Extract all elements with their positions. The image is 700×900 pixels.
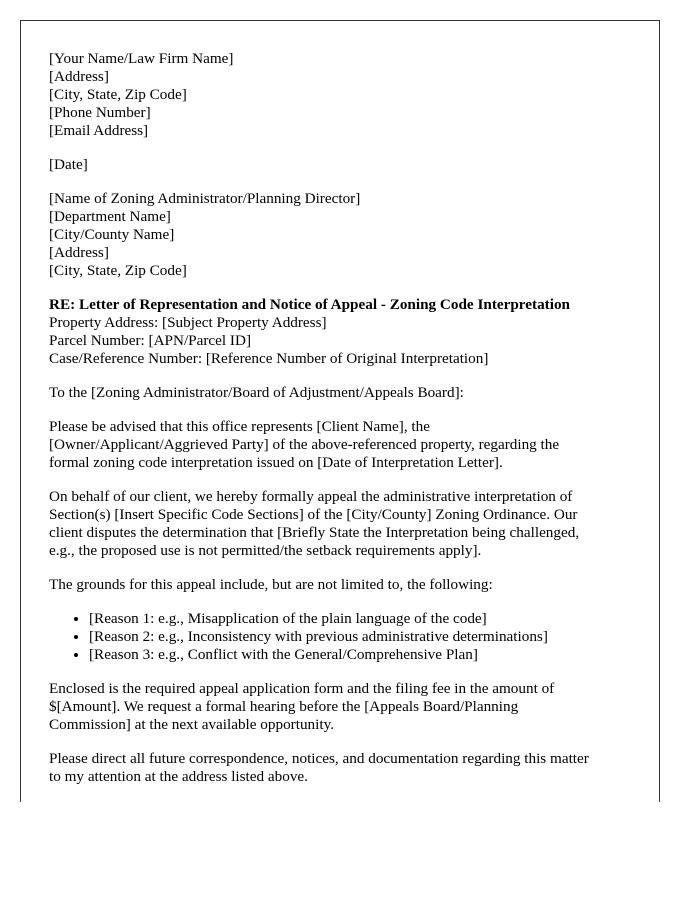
- parcel-number: Parcel Number: [APN/Parcel ID]: [49, 332, 252, 349]
- grounds-intro: The grounds for this appeal include, but are not limited to, the following:: [49, 576, 493, 593]
- text-line: to my attention at the address listed above.: [49, 768, 308, 785]
- text-line: Please be advised that this office represents [Client Name], the: [49, 418, 430, 435]
- paragraph-appeal: [49, 488, 631, 560]
- sender-phone: [Phone Number]: [49, 104, 151, 121]
- recipient-city: [City, State, Zip Code]: [49, 262, 187, 279]
- reasons-list: [49, 610, 631, 664]
- text-line: Section(s) [Insert Specific Code Sections] of the [City/County] Zoning Ordinance. Our: [49, 506, 578, 523]
- paragraph-enclosure: [49, 680, 631, 734]
- salutation: To the [Zoning Administrator/Board of Adjustment/Appeals Board]:: [49, 384, 464, 401]
- reason-item: • [Reason 2: e.g., Inconsistency with previous administrative determinations]: [89, 628, 631, 646]
- recipient-department: [Department Name]: [49, 208, 171, 225]
- letter-page: [20, 20, 660, 802]
- property-address: Property Address: [Subject Property Address]: [49, 314, 327, 331]
- text-line: Commission] at the next available opportunity.: [49, 716, 334, 733]
- paragraph-correspondence: [49, 750, 631, 786]
- text-line: e.g., the proposed use is not permitted/the setback requirements apply].: [49, 542, 482, 559]
- recipient-name: [Name of Zoning Administrator/Planning Director]: [49, 190, 361, 207]
- recipient-block: [49, 190, 631, 280]
- sender-address: [Address]: [49, 68, 109, 85]
- sender-email: [Email Address]: [49, 122, 149, 139]
- recipient-address: [Address]: [49, 244, 109, 261]
- date: [Date]: [49, 156, 88, 173]
- reason-item: • [Reason 1: e.g., Misapplication of the plain language of the code]: [89, 610, 631, 628]
- text-line: [Owner/Applicant/Aggrieved Party] of the above-referenced property, regarding the: [49, 436, 560, 453]
- re-title: RE: Letter of Representation and Notice of Appeal - Zoning Code Interpretation: [49, 296, 570, 313]
- reason-item: • [Reason 3: e.g., Conflict with the General/Comprehensive Plan]: [89, 646, 631, 664]
- re-block: [49, 296, 631, 368]
- paragraph-representation: [49, 418, 631, 472]
- text-line: Please direct all future correspondence, notices, and documentation regarding this matter: [49, 750, 589, 767]
- sender-block: [49, 50, 631, 140]
- recipient-city-county: [City/County Name]: [49, 226, 175, 243]
- text-line: $[Amount]. We request a formal hearing before the [Appeals Board/Planning: [49, 698, 519, 715]
- text-line: client disputes the determination that [Briefly State the Interpretation being challenged,: [49, 524, 580, 541]
- text-line: On behalf of our client, we hereby formally appeal the administrative interpretation of: [49, 488, 573, 505]
- text-line: formal zoning code interpretation issued on [Date of Interpretation Letter].: [49, 454, 503, 471]
- sender-city: [City, State, Zip Code]: [49, 86, 187, 103]
- sender-name: [Your Name/Law Firm Name]: [49, 50, 234, 67]
- case-number: Case/Reference Number: [Reference Number of Original Interpretation]: [49, 350, 489, 367]
- text-line: Enclosed is the required appeal application form and the filing fee in the amount of: [49, 680, 555, 697]
